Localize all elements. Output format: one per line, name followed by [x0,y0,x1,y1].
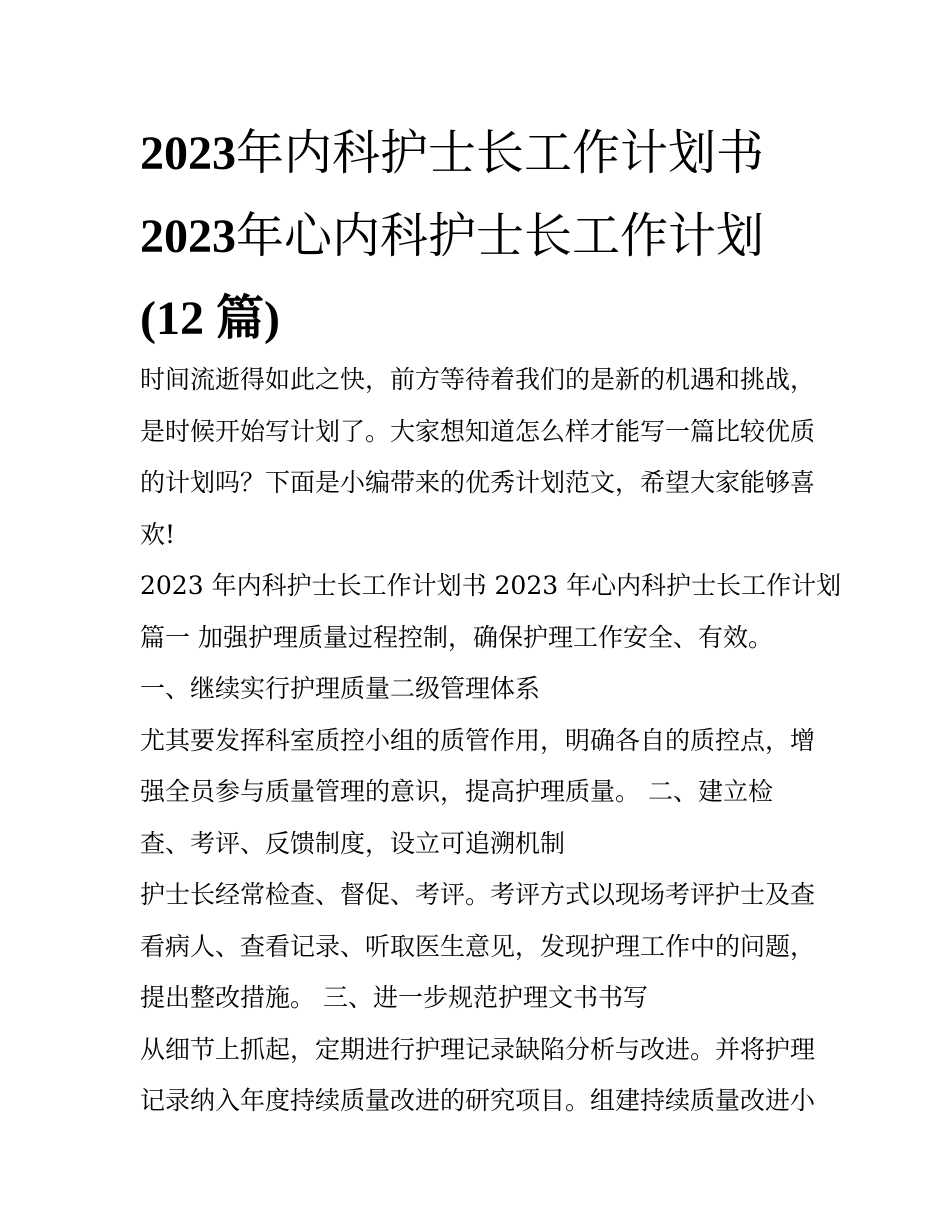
body-line: 护士长经常检查、督促、考评。考评方式以现场考评护士及查 [140,880,816,909]
body-line: 是时候开始写计划了。大家想知道怎么样才能写一篇比较优质 [140,416,816,446]
title-line-2-year: 2023 [140,210,236,263]
title-line-1-text: 年内科护士长工作计划书 [236,125,765,181]
body-line: 2023 年内科护士长工作计划书 2023 年心内科护士长工作计划 [140,571,842,600]
title-line-1-year: 2023 [140,127,236,180]
document-title [140,112,820,360]
body-line: 尤其要发挥科室质控小组的质管作用，明确各自的质控点，增 [140,725,816,755]
body-line: 从细节上抓起，定期进行护理记录缺陷分析与改进。并将护理 [140,1034,816,1064]
body-line: 欢! [140,519,176,549]
title-line-2-text: 年心内科护士长工作计划 [236,208,765,264]
body-line: 看病人、查看记录、听取医生意见，发现护理工作中的问题， [140,931,816,961]
body-line: 提出整改措施。 三、进一步规范护理文书书写 [140,983,648,1012]
body-line: 强全员参与质量管理的意识，提高护理质量。 二、建立检 [140,777,773,806]
body-line: 查、考评、反馈制度，设立可追溯机制 [140,828,566,858]
body-line: 记录纳入年度持续质量改进的研究项目。组建持续质量改进小 [140,1086,816,1115]
document-body [140,354,842,1127]
title-line-2 [140,195,820,278]
body-line: 的计划吗？下面是小编带来的优秀计划范文，希望大家能够喜 [140,468,816,497]
title-line-3: (12 篇) [140,292,280,345]
body-line: 篇一 加强护理质量过程控制，确保护理工作安全、有效。 [140,622,773,652]
title-line-1 [140,112,820,195]
body-line: 时间流逝得如此之快，前方等待着我们的是新的机遇和挑战， [140,365,816,394]
body-line: 一、继续实行护理质量二级管理体系 [140,674,541,703]
